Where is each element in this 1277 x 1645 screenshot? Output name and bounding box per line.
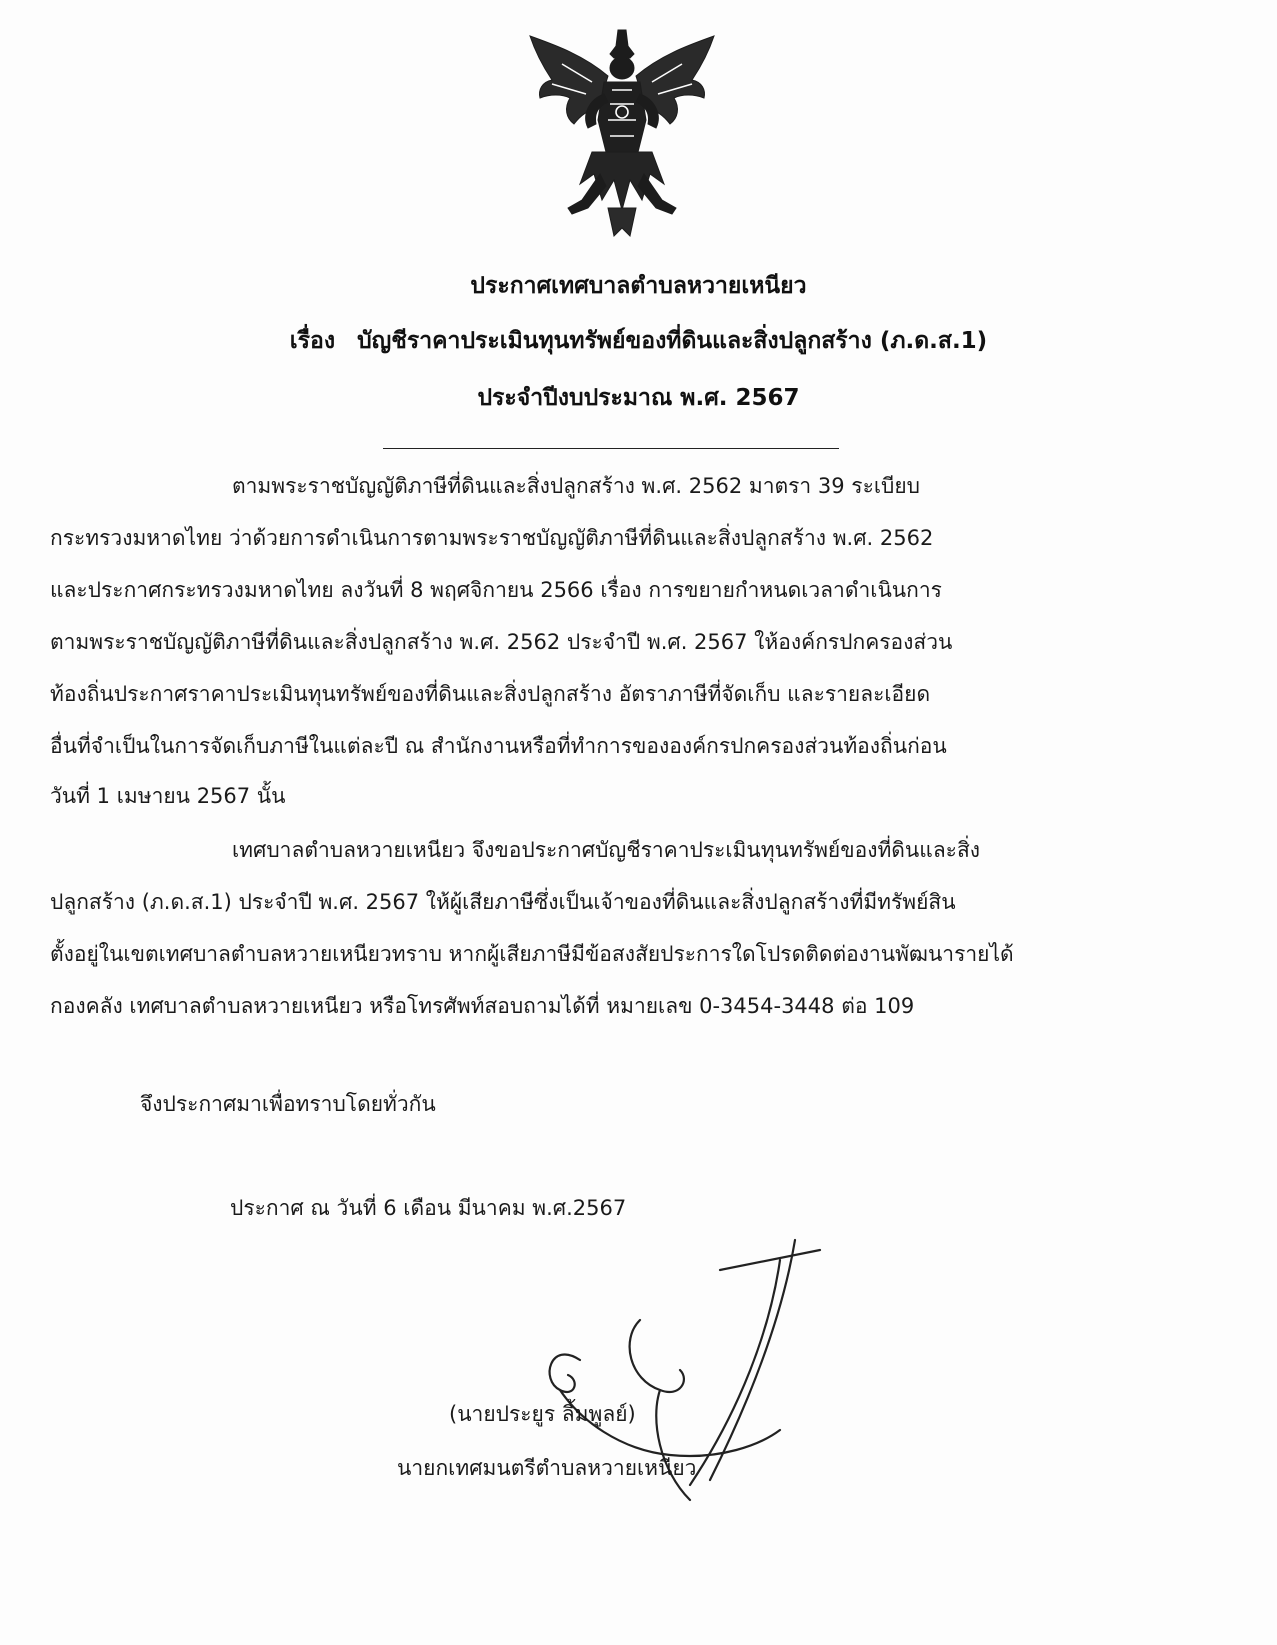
closing-statement: จึงประกาศมาเพื่อทราบโดยทั่วกัน xyxy=(140,1092,436,1116)
paragraph-2-line: เทศบาลตำบลหวายเหนียว จึงขอประกาศบัญชีราคาประเมินทุนทรัพย์ของที่ดินและสิ่ง xyxy=(232,838,981,862)
announcement-title: ประกาศเทศบาลตำบลหวายเหนียว xyxy=(470,273,807,299)
paragraph-1-line: ท้องถิ่นประกาศราคาประเมินทุนทรัพย์ของที่ดินและสิ่งปลูกสร้าง อัตราภาษีที่จัดเก็บ และรายละเอียด xyxy=(50,682,931,706)
paragraph-1-line: และประกาศกระทรวงมหาดไทย ลงวันที่ 8 พฤศจิกายน 2566 เรื่อง การขยายกำหนดเวลาดำเนินการ xyxy=(50,578,942,602)
paragraph-1-line: วันที่ 1 เมษายน 2567 นั้น xyxy=(50,784,286,808)
paragraph-1-line: ตามพระราชบัญญัติภาษีที่ดินและสิ่งปลูกสร้าง พ.ศ. 2562 มาตรา 39 ระเบียบ xyxy=(232,474,920,498)
header-divider xyxy=(383,448,839,449)
paragraph-1-line: อื่นที่จำเป็นในการจัดเก็บภาษีในแต่ละปี ณ สำนักงานหรือที่ทำการขององค์กรปกครองส่วนท้องถิ่นก่อน xyxy=(50,734,947,758)
paragraph-2-line: ตั้งอยู่ในเขตเทศบาลตำบลหวายเหนียวทราบ หากผู้เสียภาษีมีข้อสงสัยประการใดโปรดติดต่องานพัฒนารายได้ xyxy=(50,942,1014,966)
paragraph-2-line: กองคลัง เทศบาลตำบลหวายเหนียว หรือโทรศัพท์สอบถามได้ที่ หมายเลข 0-3454-3448 ต่อ 109 xyxy=(50,994,915,1018)
paragraph-1-line: กระทรวงมหาดไทย ว่าด้วยการดำเนินการตามพระราชบัญญัติภาษีที่ดินและสิ่งปลูกสร้าง พ.ศ. 2562 xyxy=(50,526,934,550)
subject-label: เรื่อง xyxy=(289,328,336,354)
signatory-name: (นายประยูร ลิ้มพูลย์) xyxy=(449,1402,636,1426)
signatory-position: นายกเทศมนตรีตำบลหวายเหนียว xyxy=(397,1456,697,1480)
subject-text: บัญชีราคาประเมินทุนทรัพย์ของที่ดินและสิ่งปลูกสร้าง (ภ.ด.ส.1) xyxy=(357,328,988,354)
announcement-date: ประกาศ ณ วันที่ 6 เดือน มีนาคม พ.ศ.2567 xyxy=(230,1196,627,1220)
garuda-emblem-icon xyxy=(522,24,722,244)
paragraph-2-line: ปลูกสร้าง (ภ.ด.ส.1) ประจำปี พ.ศ. 2567 ให้ผู้เสียภาษีซึ่งเป็นเจ้าของที่ดินและสิ่งปลูกสร้างที่มีทรัพย์สิน xyxy=(50,890,956,914)
fiscal-year-line: ประจำปีงบประมาณ พ.ศ. 2567 xyxy=(477,385,800,411)
paragraph-1-line: ตามพระราชบัญญัติภาษีที่ดินและสิ่งปลูกสร้าง พ.ศ. 2562 ประจำปี พ.ศ. 2567 ให้องค์กรปกครองส่วน xyxy=(50,630,953,654)
announcement-subject xyxy=(0,323,1277,359)
